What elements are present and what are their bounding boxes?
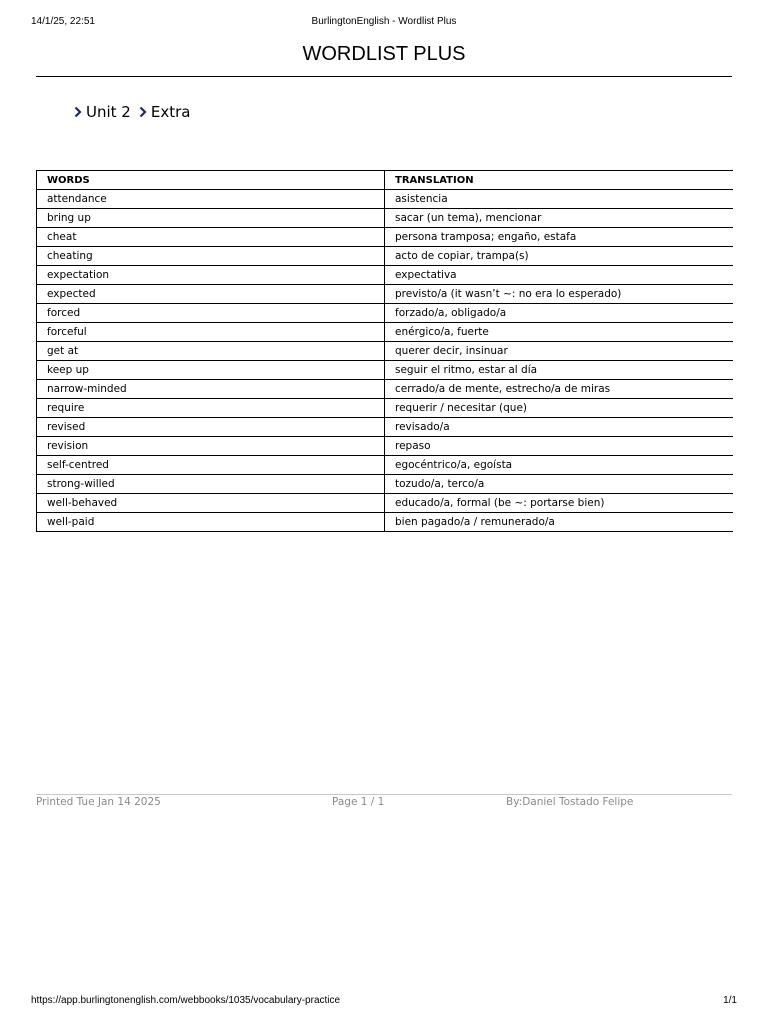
print-document-title: BurlingtonEnglish - Wordlist Plus	[311, 16, 457, 27]
translation-cell: tozudo/a, terco/a	[385, 475, 733, 494]
word-cell: strong-willed	[37, 475, 385, 494]
word-cell: bring up	[37, 209, 385, 228]
translation-cell: enérgico/a, fuerte	[385, 323, 733, 342]
print-page-count: 1/1	[723, 995, 737, 1006]
print-footer	[31, 995, 737, 1009]
table-row	[37, 323, 733, 342]
word-cell: keep up	[37, 361, 385, 380]
table-row	[37, 342, 733, 361]
translation-cell: educado/a, formal (be ~: portarse bien)	[385, 494, 733, 513]
breadcrumb-item-extra[interactable]	[139, 103, 191, 121]
print-url: https://app.burlingtonenglish.com/webbooks/1035/vocabulary-practice	[31, 995, 341, 1006]
table-row	[37, 475, 733, 494]
translation-cell: forzado/a, obligado/a	[385, 304, 733, 323]
table-row	[37, 228, 733, 247]
breadcrumb	[74, 101, 198, 123]
print-header	[31, 16, 737, 30]
word-cell: require	[37, 399, 385, 418]
translation-cell: persona tramposa; engaño, estafa	[385, 228, 733, 247]
word-cell: well-paid	[37, 513, 385, 532]
table-row	[37, 456, 733, 475]
print-datetime: 14/1/25, 22:51	[31, 16, 95, 27]
page-title: WORDLIST PLUS	[302, 43, 466, 65]
table-row	[37, 304, 733, 323]
word-cell: narrow-minded	[37, 380, 385, 399]
table-row	[37, 209, 733, 228]
translation-cell: sacar (un tema), mencionar	[385, 209, 733, 228]
translation-cell: previsto/a (it wasn’t ~: no era lo esperado)	[385, 285, 733, 304]
word-cell: forced	[37, 304, 385, 323]
breadcrumb-item-unit[interactable]	[74, 103, 131, 121]
chevron-right-icon	[74, 106, 82, 118]
table-row	[37, 494, 733, 513]
table-row	[37, 380, 733, 399]
breadcrumb-label-extra: Extra	[150, 103, 191, 121]
word-cell: revision	[37, 437, 385, 456]
translation-cell: egocéntrico/a, egoísta	[385, 456, 733, 475]
page-footer	[36, 796, 732, 810]
chevron-right-icon	[139, 106, 147, 118]
column-header-translation: TRANSLATION	[385, 171, 733, 190]
word-cell: revised	[37, 418, 385, 437]
table-row	[37, 361, 733, 380]
translation-cell: cerrado/a de mente, estrecho/a de miras	[385, 380, 733, 399]
footer-divider	[36, 794, 732, 795]
column-header-words: WORDS	[37, 171, 385, 190]
word-cell: attendance	[37, 190, 385, 209]
table-row	[37, 266, 733, 285]
word-cell: forceful	[37, 323, 385, 342]
table-row	[37, 247, 733, 266]
word-cell: expectation	[37, 266, 385, 285]
word-cell: well-behaved	[37, 494, 385, 513]
translation-cell: revisado/a	[385, 418, 733, 437]
printed-date: Printed Tue Jan 14 2025	[36, 796, 161, 808]
translation-cell: requerir / necesitar (que)	[385, 399, 733, 418]
table-row	[37, 399, 733, 418]
author-byline: By:Daniel Tostado Felipe	[506, 796, 634, 808]
table-row	[37, 437, 733, 456]
breadcrumb-label-unit: Unit 2	[86, 103, 131, 121]
word-cell: expected	[37, 285, 385, 304]
translation-cell: seguir el ritmo, estar al día	[385, 361, 733, 380]
translation-cell: asistencia	[385, 190, 733, 209]
table-row	[37, 513, 733, 532]
table-row	[37, 418, 733, 437]
wordlist-table	[36, 170, 733, 532]
word-cell: get at	[37, 342, 385, 361]
wordlist-body	[37, 190, 733, 532]
table-row	[37, 190, 733, 209]
translation-cell: expectativa	[385, 266, 733, 285]
translation-cell: acto de copiar, trampa(s)	[385, 247, 733, 266]
word-cell: cheat	[37, 228, 385, 247]
title-divider	[36, 76, 732, 77]
table-header-row	[37, 171, 733, 190]
page-count: Page 1 / 1	[332, 796, 385, 808]
translation-cell: bien pagado/a / remunerado/a	[385, 513, 733, 532]
translation-cell: repaso	[385, 437, 733, 456]
translation-cell: querer decir, insinuar	[385, 342, 733, 361]
word-cell: cheating	[37, 247, 385, 266]
word-cell: self-centred	[37, 456, 385, 475]
table-row	[37, 285, 733, 304]
